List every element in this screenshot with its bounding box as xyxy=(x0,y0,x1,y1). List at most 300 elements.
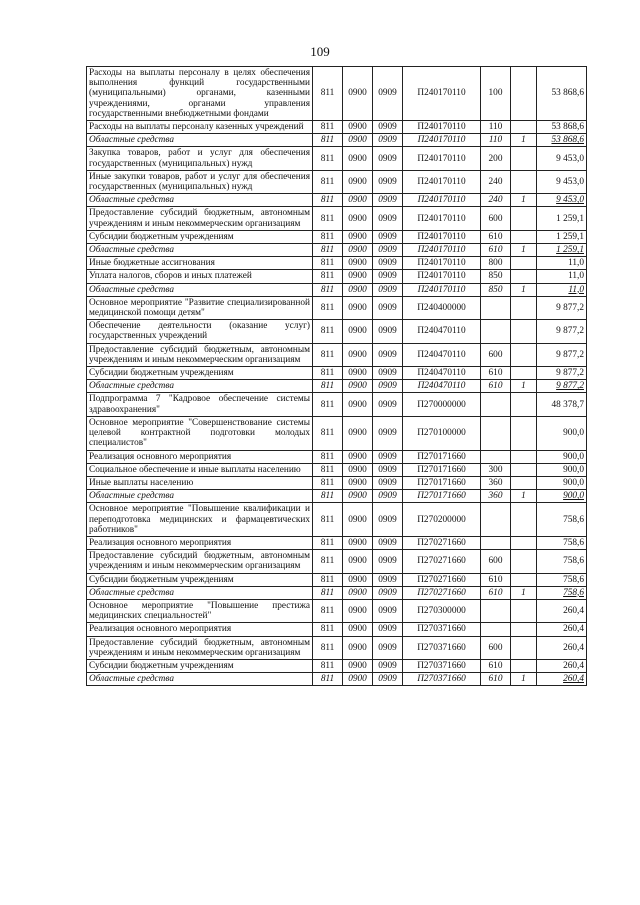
table-row xyxy=(87,343,587,366)
ministry-code-cell: 811 xyxy=(313,170,343,193)
section-code-cell: 0900 xyxy=(343,170,373,193)
section-code-cell: 0900 xyxy=(343,636,373,659)
target-article-cell: П270371660 xyxy=(403,659,481,672)
target-article-cell: П240170110 xyxy=(403,270,481,283)
funding-source-cell xyxy=(511,450,537,463)
row-name-cell: Предоставление субсидий бюджетным, автономным учреждениям и иным некоммерческим организациям xyxy=(87,343,313,366)
funding-source-cell xyxy=(511,573,537,586)
section-code-cell: 0900 xyxy=(343,450,373,463)
row-name-cell: Субсидии бюджетным учреждениям xyxy=(87,367,313,380)
section-code-cell: 0900 xyxy=(343,244,373,257)
amount-cell: 260,4 xyxy=(537,673,587,686)
row-name-cell: Областные средства xyxy=(87,586,313,599)
expense-type-cell xyxy=(481,536,511,549)
ministry-code-cell: 811 xyxy=(313,659,343,672)
table-row xyxy=(87,380,587,393)
expense-type-cell: 100 xyxy=(481,67,511,121)
target-article-cell: П270271660 xyxy=(403,550,481,573)
funding-source-cell xyxy=(511,257,537,270)
amount-cell: 9 453,0 xyxy=(537,147,587,170)
funding-source-cell xyxy=(511,121,537,134)
expense-type-cell: 200 xyxy=(481,147,511,170)
row-name-cell: Расходы на выплаты персоналу казенных учреждений xyxy=(87,121,313,134)
subsection-code-cell: 0909 xyxy=(373,573,403,586)
expense-type-cell: 850 xyxy=(481,283,511,296)
target-article-cell: П270371660 xyxy=(403,636,481,659)
ministry-code-cell: 811 xyxy=(313,270,343,283)
table-row xyxy=(87,257,587,270)
expense-type-cell: 360 xyxy=(481,490,511,503)
table-row xyxy=(87,134,587,147)
expense-type-cell xyxy=(481,599,511,622)
expense-type-cell: 600 xyxy=(481,636,511,659)
section-code-cell: 0900 xyxy=(343,599,373,622)
target-article-cell: П270271660 xyxy=(403,586,481,599)
subsection-code-cell: 0909 xyxy=(373,296,403,319)
row-name-cell: Подпрограмма 7 "Кадровое обеспечение системы здравоохранения" xyxy=(87,393,313,416)
table-row xyxy=(87,207,587,230)
funding-source-cell xyxy=(511,296,537,319)
subsection-code-cell: 0909 xyxy=(373,367,403,380)
target-article-cell: П240470110 xyxy=(403,380,481,393)
ministry-code-cell: 811 xyxy=(313,503,343,537)
target-article-cell: П240170110 xyxy=(403,207,481,230)
expense-type-cell: 610 xyxy=(481,244,511,257)
target-article-cell: П270300000 xyxy=(403,599,481,622)
row-name-cell: Реализация основного мероприятия xyxy=(87,450,313,463)
funding-source-cell: 1 xyxy=(511,490,537,503)
subsection-code-cell: 0909 xyxy=(373,194,403,207)
table-row xyxy=(87,194,587,207)
section-code-cell: 0900 xyxy=(343,673,373,686)
ministry-code-cell: 811 xyxy=(313,121,343,134)
table-row xyxy=(87,244,587,257)
target-article-cell: П240470110 xyxy=(403,320,481,343)
section-code-cell: 0900 xyxy=(343,380,373,393)
amount-cell: 260,4 xyxy=(537,636,587,659)
target-article-cell: П240170110 xyxy=(403,134,481,147)
subsection-code-cell: 0909 xyxy=(373,550,403,573)
row-name-cell: Субсидии бюджетным учреждениям xyxy=(87,230,313,243)
amount-cell: 11,0 xyxy=(537,270,587,283)
funding-source-cell xyxy=(511,393,537,416)
funding-source-cell xyxy=(511,599,537,622)
target-article-cell: П240170110 xyxy=(403,244,481,257)
funding-source-cell xyxy=(511,230,537,243)
table-row xyxy=(87,490,587,503)
row-name-cell: Обеспечение деятельности (оказание услуг) государственных учреждений xyxy=(87,320,313,343)
amount-cell: 758,6 xyxy=(537,536,587,549)
subsection-code-cell: 0909 xyxy=(373,343,403,366)
expense-type-cell xyxy=(481,393,511,416)
ministry-code-cell: 811 xyxy=(313,194,343,207)
amount-cell: 53 868,6 xyxy=(537,67,587,121)
subsection-code-cell: 0909 xyxy=(373,673,403,686)
expense-type-cell: 600 xyxy=(481,550,511,573)
expense-type-cell: 360 xyxy=(481,476,511,489)
row-name-cell: Реализация основного мероприятия xyxy=(87,536,313,549)
subsection-code-cell: 0909 xyxy=(373,67,403,121)
target-article-cell: П240170110 xyxy=(403,257,481,270)
ministry-code-cell: 811 xyxy=(313,147,343,170)
table-row xyxy=(87,296,587,319)
amount-cell: 11,0 xyxy=(537,257,587,270)
ministry-code-cell: 811 xyxy=(313,450,343,463)
expense-type-cell: 110 xyxy=(481,121,511,134)
amount-cell: 9 453,0 xyxy=(537,194,587,207)
subsection-code-cell: 0909 xyxy=(373,450,403,463)
table-row xyxy=(87,230,587,243)
ministry-code-cell: 811 xyxy=(313,536,343,549)
ministry-code-cell: 811 xyxy=(313,244,343,257)
funding-source-cell: 1 xyxy=(511,194,537,207)
table-row xyxy=(87,550,587,573)
amount-cell: 48 378,7 xyxy=(537,393,587,416)
row-name-cell: Иные выплаты населению xyxy=(87,476,313,489)
target-article-cell: П270171660 xyxy=(403,490,481,503)
target-article-cell: П270100000 xyxy=(403,416,481,450)
amount-cell: 758,6 xyxy=(537,573,587,586)
expense-type-cell: 300 xyxy=(481,463,511,476)
table-row xyxy=(87,573,587,586)
row-name-cell: Иные бюджетные ассигнования xyxy=(87,257,313,270)
row-name-cell: Основное мероприятие "Совершенствование системы целевой контрактной подготовки молодых специалистов" xyxy=(87,416,313,450)
funding-source-cell xyxy=(511,536,537,549)
row-name-cell: Областные средства xyxy=(87,194,313,207)
section-code-cell: 0900 xyxy=(343,147,373,170)
row-name-cell: Уплата налогов, сборов и иных платежей xyxy=(87,270,313,283)
section-code-cell: 0900 xyxy=(343,490,373,503)
amount-cell: 900,0 xyxy=(537,416,587,450)
target-article-cell: П270371660 xyxy=(403,673,481,686)
amount-cell: 1 259,1 xyxy=(537,230,587,243)
row-name-cell: Основное мероприятие "Повышение квалификации и переподготовка медицинских и фармацевтических работников" xyxy=(87,503,313,537)
expense-type-cell: 240 xyxy=(481,170,511,193)
expense-type-cell xyxy=(481,450,511,463)
expense-type-cell: 850 xyxy=(481,270,511,283)
funding-source-cell xyxy=(511,503,537,537)
subsection-code-cell: 0909 xyxy=(373,476,403,489)
expense-type-cell xyxy=(481,623,511,636)
table-row xyxy=(87,623,587,636)
section-code-cell: 0900 xyxy=(343,550,373,573)
amount-cell: 260,4 xyxy=(537,659,587,672)
target-article-cell: П270171660 xyxy=(403,450,481,463)
target-article-cell: П240170110 xyxy=(403,283,481,296)
funding-source-cell: 1 xyxy=(511,380,537,393)
expense-type-cell: 610 xyxy=(481,380,511,393)
funding-source-cell xyxy=(511,623,537,636)
expense-type-cell: 610 xyxy=(481,230,511,243)
section-code-cell: 0900 xyxy=(343,67,373,121)
section-code-cell: 0900 xyxy=(343,367,373,380)
amount-cell: 900,0 xyxy=(537,490,587,503)
table-row xyxy=(87,170,587,193)
table-row xyxy=(87,147,587,170)
ministry-code-cell: 811 xyxy=(313,393,343,416)
table-row xyxy=(87,503,587,537)
ministry-code-cell: 811 xyxy=(313,207,343,230)
ministry-code-cell: 811 xyxy=(313,416,343,450)
funding-source-cell xyxy=(511,367,537,380)
table-row xyxy=(87,320,587,343)
row-name-cell: Областные средства xyxy=(87,380,313,393)
ministry-code-cell: 811 xyxy=(313,586,343,599)
subsection-code-cell: 0909 xyxy=(373,599,403,622)
target-article-cell: П270271660 xyxy=(403,536,481,549)
subsection-code-cell: 0909 xyxy=(373,270,403,283)
subsection-code-cell: 0909 xyxy=(373,207,403,230)
table-row xyxy=(87,673,587,686)
subsection-code-cell: 0909 xyxy=(373,536,403,549)
section-code-cell: 0900 xyxy=(343,270,373,283)
funding-source-cell xyxy=(511,320,537,343)
funding-source-cell xyxy=(511,463,537,476)
amount-cell: 1 259,1 xyxy=(537,244,587,257)
amount-cell: 758,6 xyxy=(537,503,587,537)
target-article-cell: П240400000 xyxy=(403,296,481,319)
budget-table-body xyxy=(87,67,587,686)
subsection-code-cell: 0909 xyxy=(373,244,403,257)
section-code-cell: 0900 xyxy=(343,194,373,207)
ministry-code-cell: 811 xyxy=(313,230,343,243)
table-row xyxy=(87,586,587,599)
amount-cell: 9 877,2 xyxy=(537,296,587,319)
table-row xyxy=(87,416,587,450)
expense-type-cell: 610 xyxy=(481,673,511,686)
target-article-cell: П270171660 xyxy=(403,476,481,489)
section-code-cell: 0900 xyxy=(343,320,373,343)
ministry-code-cell: 811 xyxy=(313,367,343,380)
amount-cell: 758,6 xyxy=(537,550,587,573)
amount-cell: 900,0 xyxy=(537,476,587,489)
section-code-cell: 0900 xyxy=(343,463,373,476)
section-code-cell: 0900 xyxy=(343,573,373,586)
funding-source-cell xyxy=(511,343,537,366)
section-code-cell: 0900 xyxy=(343,257,373,270)
table-row xyxy=(87,463,587,476)
expense-type-cell: 610 xyxy=(481,659,511,672)
subsection-code-cell: 0909 xyxy=(373,463,403,476)
funding-source-cell: 1 xyxy=(511,283,537,296)
expense-type-cell: 110 xyxy=(481,134,511,147)
expense-type-cell: 240 xyxy=(481,194,511,207)
subsection-code-cell: 0909 xyxy=(373,170,403,193)
ministry-code-cell: 811 xyxy=(313,380,343,393)
row-name-cell: Основное мероприятие "Повышение престижа медицинских специальностей" xyxy=(87,599,313,622)
target-article-cell: П240170110 xyxy=(403,194,481,207)
row-name-cell: Социальное обеспечение и иные выплаты населению xyxy=(87,463,313,476)
funding-source-cell xyxy=(511,207,537,230)
table-row xyxy=(87,476,587,489)
target-article-cell: П240470110 xyxy=(403,367,481,380)
funding-source-cell xyxy=(511,550,537,573)
row-name-cell: Расходы на выплаты персоналу в целях обеспечения выполнения функций государственными (муниципальными) органами, казенными учреждениями, органами управления государственными внебюджетными фондами xyxy=(87,67,313,121)
ministry-code-cell: 811 xyxy=(313,463,343,476)
funding-source-cell xyxy=(511,67,537,121)
expense-type-cell: 610 xyxy=(481,573,511,586)
expense-type-cell xyxy=(481,296,511,319)
row-name-cell: Областные средства xyxy=(87,244,313,257)
table-row xyxy=(87,121,587,134)
table-row xyxy=(87,270,587,283)
target-article-cell: П270200000 xyxy=(403,503,481,537)
amount-cell: 9 877,2 xyxy=(537,343,587,366)
subsection-code-cell: 0909 xyxy=(373,320,403,343)
budget-table xyxy=(86,66,587,686)
amount-cell: 9 453,0 xyxy=(537,170,587,193)
ministry-code-cell: 811 xyxy=(313,134,343,147)
amount-cell: 758,6 xyxy=(537,586,587,599)
row-name-cell: Предоставление субсидий бюджетным, автономным учреждениям и иным некоммерческим организациям xyxy=(87,550,313,573)
table-row xyxy=(87,67,587,121)
funding-source-cell xyxy=(511,659,537,672)
subsection-code-cell: 0909 xyxy=(373,586,403,599)
ministry-code-cell: 811 xyxy=(313,623,343,636)
table-row xyxy=(87,283,587,296)
amount-cell: 9 877,2 xyxy=(537,320,587,343)
ministry-code-cell: 811 xyxy=(313,476,343,489)
amount-cell: 9 877,2 xyxy=(537,367,587,380)
funding-source-cell xyxy=(511,170,537,193)
target-article-cell: П240170110 xyxy=(403,147,481,170)
funding-source-cell: 1 xyxy=(511,244,537,257)
subsection-code-cell: 0909 xyxy=(373,416,403,450)
funding-source-cell xyxy=(511,416,537,450)
amount-cell: 1 259,1 xyxy=(537,207,587,230)
expense-type-cell xyxy=(481,503,511,537)
subsection-code-cell: 0909 xyxy=(373,147,403,170)
funding-source-cell: 1 xyxy=(511,673,537,686)
ministry-code-cell: 811 xyxy=(313,599,343,622)
row-name-cell: Областные средства xyxy=(87,134,313,147)
amount-cell: 9 877,2 xyxy=(537,380,587,393)
target-article-cell: П270000000 xyxy=(403,393,481,416)
amount-cell: 260,4 xyxy=(537,599,587,622)
expense-type-cell: 800 xyxy=(481,257,511,270)
target-article-cell: П270371660 xyxy=(403,623,481,636)
expense-type-cell: 610 xyxy=(481,367,511,380)
subsection-code-cell: 0909 xyxy=(373,134,403,147)
table-row xyxy=(87,659,587,672)
section-code-cell: 0900 xyxy=(343,283,373,296)
page-number: 109 xyxy=(310,44,330,59)
subsection-code-cell: 0909 xyxy=(373,490,403,503)
subsection-code-cell: 0909 xyxy=(373,503,403,537)
row-name-cell: Предоставление субсидий бюджетным, автономным учреждениям и иным некоммерческим организациям xyxy=(87,207,313,230)
expense-type-cell: 600 xyxy=(481,207,511,230)
table-row xyxy=(87,636,587,659)
subsection-code-cell: 0909 xyxy=(373,623,403,636)
row-name-cell: Областные средства xyxy=(87,673,313,686)
section-code-cell: 0900 xyxy=(343,343,373,366)
row-name-cell: Субсидии бюджетным учреждениям xyxy=(87,659,313,672)
target-article-cell: П270171660 xyxy=(403,463,481,476)
ministry-code-cell: 811 xyxy=(313,320,343,343)
section-code-cell: 0900 xyxy=(343,536,373,549)
table-row xyxy=(87,393,587,416)
section-code-cell: 0900 xyxy=(343,296,373,319)
ministry-code-cell: 811 xyxy=(313,283,343,296)
subsection-code-cell: 0909 xyxy=(373,380,403,393)
target-article-cell: П240170110 xyxy=(403,170,481,193)
amount-cell: 11,0 xyxy=(537,283,587,296)
row-name-cell: Предоставление субсидий бюджетным, автономным учреждениям и иным некоммерческим организациям xyxy=(87,636,313,659)
section-code-cell: 0900 xyxy=(343,230,373,243)
row-name-cell: Основное мероприятие "Развитие специализированной медицинской помощи детям" xyxy=(87,296,313,319)
table-row xyxy=(87,536,587,549)
section-code-cell: 0900 xyxy=(343,121,373,134)
target-article-cell: П240170110 xyxy=(403,121,481,134)
table-row xyxy=(87,450,587,463)
row-name-cell: Областные средства xyxy=(87,490,313,503)
funding-source-cell xyxy=(511,476,537,489)
expense-type-cell xyxy=(481,320,511,343)
target-article-cell: П240170110 xyxy=(403,230,481,243)
target-article-cell: П240470110 xyxy=(403,343,481,366)
expense-type-cell: 600 xyxy=(481,343,511,366)
subsection-code-cell: 0909 xyxy=(373,121,403,134)
ministry-code-cell: 811 xyxy=(313,490,343,503)
ministry-code-cell: 811 xyxy=(313,296,343,319)
table-row xyxy=(87,599,587,622)
section-code-cell: 0900 xyxy=(343,393,373,416)
ministry-code-cell: 811 xyxy=(313,343,343,366)
amount-cell: 53 868,6 xyxy=(537,121,587,134)
section-code-cell: 0900 xyxy=(343,623,373,636)
funding-source-cell xyxy=(511,636,537,659)
table-row xyxy=(87,367,587,380)
section-code-cell: 0900 xyxy=(343,207,373,230)
ministry-code-cell: 811 xyxy=(313,257,343,270)
target-article-cell: П240170110 xyxy=(403,67,481,121)
ministry-code-cell: 811 xyxy=(313,673,343,686)
funding-source-cell xyxy=(511,147,537,170)
section-code-cell: 0900 xyxy=(343,586,373,599)
amount-cell: 900,0 xyxy=(537,450,587,463)
ministry-code-cell: 811 xyxy=(313,550,343,573)
section-code-cell: 0900 xyxy=(343,476,373,489)
expense-type-cell: 610 xyxy=(481,586,511,599)
subsection-code-cell: 0909 xyxy=(373,393,403,416)
target-article-cell: П270271660 xyxy=(403,573,481,586)
ministry-code-cell: 811 xyxy=(313,67,343,121)
row-name-cell: Иные закупки товаров, работ и услуг для обеспечения государственных (муниципальных) нужд xyxy=(87,170,313,193)
funding-source-cell: 1 xyxy=(511,586,537,599)
ministry-code-cell: 811 xyxy=(313,636,343,659)
funding-source-cell: 1 xyxy=(511,134,537,147)
row-name-cell: Закупка товаров, работ и услуг для обеспечения государственных (муниципальных) нужд xyxy=(87,147,313,170)
amount-cell: 53 868,6 xyxy=(537,134,587,147)
subsection-code-cell: 0909 xyxy=(373,636,403,659)
section-code-cell: 0900 xyxy=(343,134,373,147)
section-code-cell: 0900 xyxy=(343,416,373,450)
row-name-cell: Реализация основного мероприятия xyxy=(87,623,313,636)
section-code-cell: 0900 xyxy=(343,659,373,672)
amount-cell: 900,0 xyxy=(537,463,587,476)
subsection-code-cell: 0909 xyxy=(373,659,403,672)
amount-cell: 260,4 xyxy=(537,623,587,636)
ministry-code-cell: 811 xyxy=(313,573,343,586)
expense-type-cell xyxy=(481,416,511,450)
subsection-code-cell: 0909 xyxy=(373,257,403,270)
subsection-code-cell: 0909 xyxy=(373,283,403,296)
row-name-cell: Субсидии бюджетным учреждениям xyxy=(87,573,313,586)
row-name-cell: Областные средства xyxy=(87,283,313,296)
subsection-code-cell: 0909 xyxy=(373,230,403,243)
funding-source-cell xyxy=(511,270,537,283)
section-code-cell: 0900 xyxy=(343,503,373,537)
